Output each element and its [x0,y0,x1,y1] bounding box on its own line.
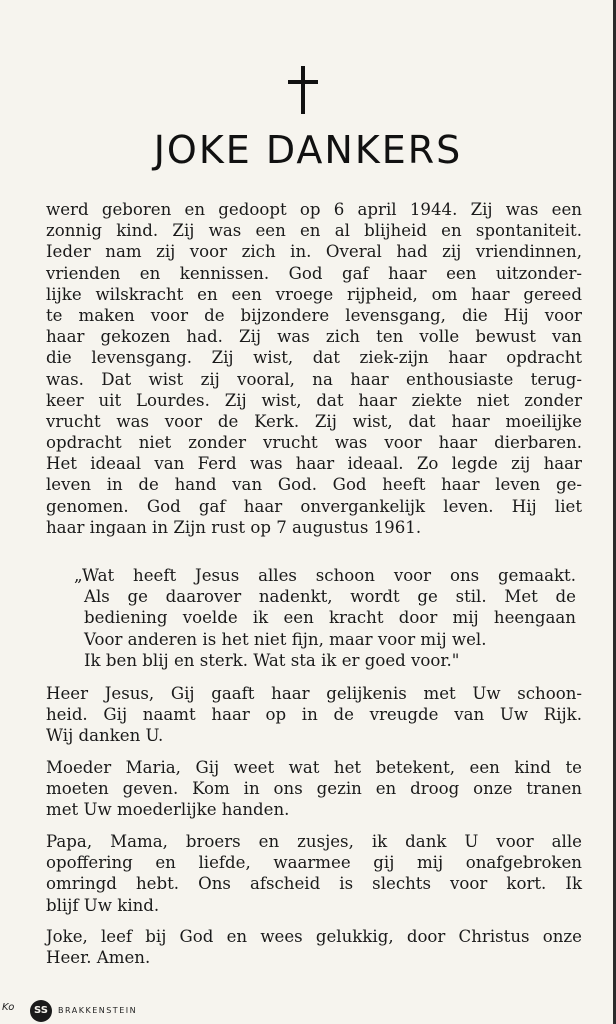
cross-icon [288,66,318,114]
prayer-line: met Uw moederlijke handen. [46,800,290,820]
printer-logo-icon: SS [30,1000,52,1022]
biography-line: die levensgang. Zij wist, dat ziek-zijn haar opdracht [46,348,582,368]
printer-name: BRAKKENSTEIN [58,1006,138,1015]
biography-line: haar gekozen had. Zij was zich ten volle bewust van [46,327,582,347]
family-farewell-paragraph [46,831,582,916]
quote-line: „Wat heeft Jesus alles schoon voor ons gemaakt. [74,566,576,585]
farewell-line: blijf Uw kind. [46,895,160,915]
prayer-jesus-paragraph [46,683,582,747]
farewell-line: Papa, Mama, broers en zusjes, ik dank U voor alle [46,832,582,851]
biography-line: keer uit Lourdes. Zij wist, dat haar ziekte niet zonder [46,390,582,410]
quote-line: Als ge daarover nadenkt, wordt ge stil. Met de [84,587,576,607]
biography-paragraph [46,199,582,538]
prayer-line: Moeder Maria, Gij weet wat het betekent, een kind te [46,758,582,777]
biography-line: lijke wilskracht en een vroege rijpheid, om haar gereed [46,284,582,304]
prayer-maria-paragraph [46,757,582,821]
quote-paragraph [74,565,576,671]
biography-line: te maken voor de bijzondere levensgang, die Hij voor [46,305,582,325]
quote-line: Voor anderen is het niet fijn, maar voor mij wel. [84,629,487,649]
biography-line: vrucht was voor de Kerk. Zij wist, dat haar moeilijke [46,411,582,431]
prayer-line: Heer Jesus, Gij gaaft haar gelijkenis met Uw schoon- [46,684,582,703]
farewell-line: omringd hebt. Ons afscheid is slechts voor kort. Ik [46,874,582,894]
biography-line: was. Dat wist zij vooral, na haar enthousiaste terug- [46,369,582,389]
biography-line: zonnig kind. Zij was een en al blijheid en spontaniteit. [46,221,582,241]
prayer-line: heid. Gij naamt haar op in de vreugde van Uw Rijk. [46,705,582,725]
farewell-line: opoffering en liefde, waarmee gij mij onafgebroken [46,853,582,873]
biography-line: genomen. God gaf haar onvergankelijk leven. Hij liet [46,496,582,516]
printer-footer [0,998,300,1024]
closing-line: Joke, leef bij God en wees gelukkig, door Christus onze [46,927,582,946]
code-mark: Ko [2,1002,15,1013]
closing-line: Heer. Amen. [46,948,151,968]
deceased-name-title: JOKE DANKERS [153,128,463,172]
quote-line: bediening voelde ik een kracht door mij heengaan [84,608,576,628]
biography-line: vrienden en kennissen. God gaf haar een uitzonder- [46,263,582,283]
prayer-line: moeten geven. Kom in ons gezin en droog onze tranen [46,779,582,799]
closing-paragraph [46,926,582,968]
biography-line: Ieder nam zij voor zich in. Overal had zij vriendinnen, [46,242,582,262]
biography-line: haar ingaan in Zijn rust op 7 augustus 1961. [46,517,422,537]
biography-line: werd geboren en gedoopt op 6 april 1944. Zij was een [46,200,582,219]
quote-line: Ik ben blij en sterk. Wat sta ik er goed voor." [84,650,460,670]
biography-line: opdracht niet zonder vrucht was voor haar dierbaren. [46,433,582,453]
biography-line: leven in de hand van God. God heeft haar leven ge- [46,475,582,495]
prayer-line: Wij danken U. [46,726,164,746]
biography-line: Het ideaal van Ferd was haar ideaal. Zo legde zij haar [46,454,582,474]
